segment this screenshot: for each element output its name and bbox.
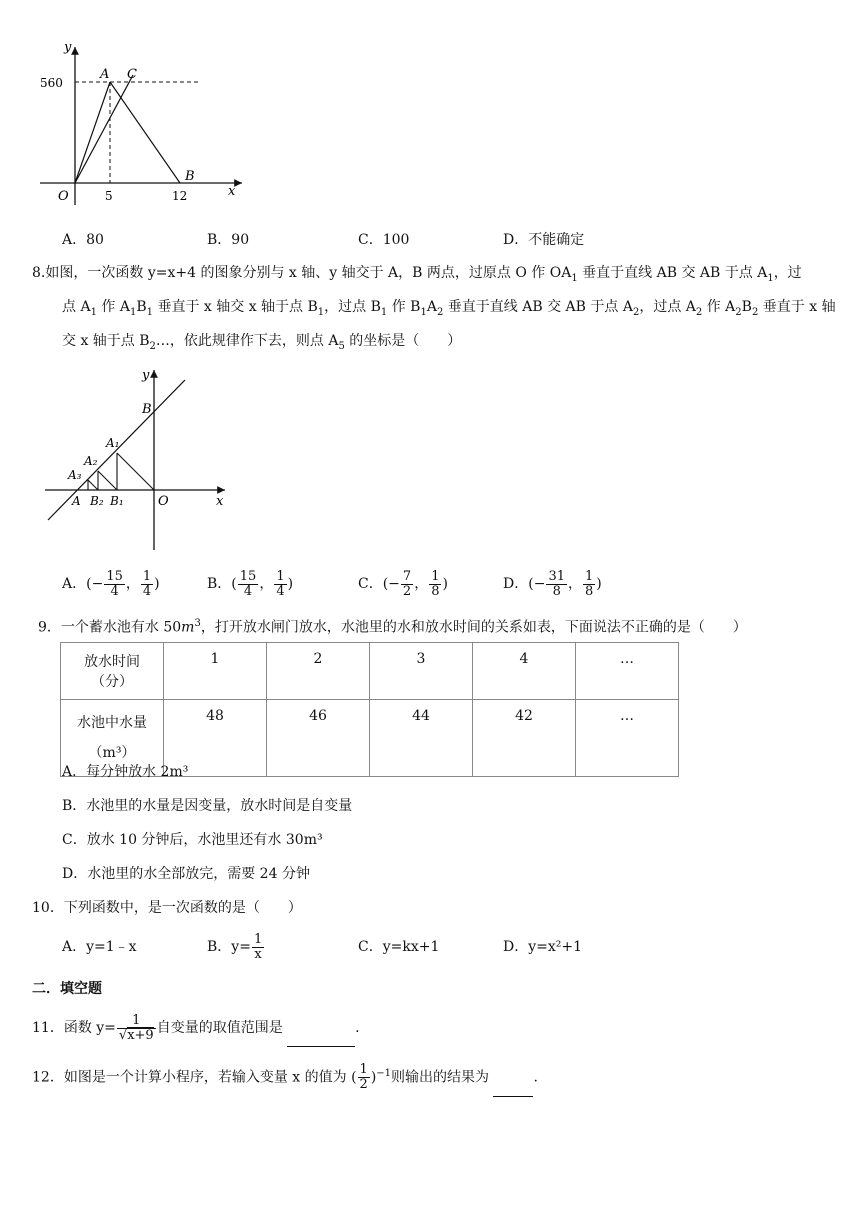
point-b-label: B xyxy=(185,169,195,184)
point-c-label: C xyxy=(127,67,137,82)
q9-option-d[interactable]: D．水池里的水全部放完，需要 24 分钟 xyxy=(62,866,310,882)
origin-label: O xyxy=(158,494,169,509)
q8-option-d[interactable]: D．(− $\frac{31}{8}$ ， $\frac{1}{8}$ ) xyxy=(503,568,602,599)
q10-option-c[interactable]: C．y=kx+1 xyxy=(358,939,440,955)
q9-data-table xyxy=(60,642,679,777)
q8-option-a[interactable]: A．(− $\frac{15}{4}$ ， $\frac{1}{4}$ ) xyxy=(62,568,160,599)
x-axis-label: x xyxy=(228,184,236,199)
table-cell: 46 xyxy=(267,700,370,777)
origin-label: O xyxy=(58,189,69,204)
q8-stem-line2: 点 $A_1$ 作 $A_1B_1$ 垂直于 x 轴交 x 轴于点 $B_1$，过点 $B_1$ 作 $B_1A_2$ 垂直于直线 AB 交 AB 于点 $A_2$，过点 $A_2$ 作 $A_2B_2$ 垂直于 x 轴 xyxy=(62,299,836,318)
q9-option-c[interactable]: C．放水 10 分钟后，水池里还有水 30m³ xyxy=(62,832,323,848)
q12-stem: 12．如图是一个计算小程序，若输入变量 x 的值为 ( $\frac{1}{2}$ )$^{-1}$则输出的结果为 . xyxy=(32,1056,538,1097)
table-header-time: 放水时间（分） xyxy=(61,643,164,700)
point-a1-label: A₁ xyxy=(106,436,120,450)
x-axis-label: x xyxy=(216,494,224,509)
table-cell: … xyxy=(576,643,679,700)
table-cell: 48 xyxy=(164,700,267,777)
point-a-label: A xyxy=(72,494,81,508)
q8-stem-line3: 交 x 轴于点 $B_2\dots$，依此规律作下去，则点 $A_5$ 的坐标是（ ） xyxy=(62,333,462,352)
q9-option-a[interactable]: A．每分钟放水 2m³ xyxy=(62,764,189,780)
line-oc xyxy=(75,75,133,183)
q7-graph-figure xyxy=(30,35,250,210)
q8-stem-line1: 8.如图，一次函数 y=x+4 的图象分别与 x 轴、y 轴交于 A，B 两点，过原点 O 作 $OA_1$ 垂直于直线 AB 交 AB 于点 $A_1$，过 xyxy=(32,265,802,284)
q7-option-c[interactable]: C．100 xyxy=(358,232,410,248)
table-cell: 2 xyxy=(267,643,370,700)
y-axis-label: y xyxy=(142,368,150,383)
point-b1-label: B₁ xyxy=(110,494,124,508)
point-a2-label: A₂ xyxy=(84,454,98,468)
q8-option-b[interactable]: B．( $\frac{15}{4}$ ， $\frac{1}{4}$ ) xyxy=(207,568,294,599)
table-cell: 4 xyxy=(473,643,576,700)
q8-option-c[interactable]: C．(− $\frac{7}{2}$ ， $\frac{1}{8}$ ) xyxy=(358,568,448,599)
table-cell: 44 xyxy=(370,700,473,777)
q10-option-b[interactable]: B．y= $\frac{1}{x}$ xyxy=(207,931,263,962)
seg-b1a2 xyxy=(98,471,117,490)
point-a-label: A xyxy=(100,67,110,82)
point-b2-label: B₂ xyxy=(90,494,104,508)
tick-560: 560 xyxy=(40,76,63,90)
q7-option-b[interactable]: B．90 xyxy=(207,232,250,248)
tick-12: 12 xyxy=(172,189,188,203)
q11-answer-blank[interactable] xyxy=(287,1010,355,1047)
q10-stem: 10．下列函数中，是一次函数的是（ ） xyxy=(32,900,302,916)
q9-option-b[interactable]: B．水池里的水量是因变量，放水时间是自变量 xyxy=(62,798,353,814)
table-cell: 1 xyxy=(164,643,267,700)
seg-oa1 xyxy=(117,453,154,490)
q7-option-a[interactable]: A．80 xyxy=(62,232,104,248)
y-axis-label: y xyxy=(64,40,72,55)
line-oa xyxy=(75,82,110,183)
q10-option-a[interactable]: A．y=1﹣x xyxy=(62,939,137,955)
table-header-volume: 水池中水量 （m³） xyxy=(61,700,164,777)
point-b-label: B xyxy=(142,402,152,417)
table-row xyxy=(61,643,679,700)
q9-stem: 9．一个蓄水池有水 $50m^3$，打开放水闸门放水，水池里的水和放水时间的关系如表，下面说法不正确的是（ ） xyxy=(38,618,747,636)
point-a3-label: A₃ xyxy=(68,468,82,482)
table-cell: 42 xyxy=(473,700,576,777)
q10-option-d[interactable]: D．y=x²+1 xyxy=(503,939,583,955)
section-title-fill-in: 二．填空题 xyxy=(32,981,102,997)
tick-5: 5 xyxy=(105,189,113,203)
q11-stem: 11．函数 y= $\frac{1}{√x+9}$ 自变量的取值范围是 . xyxy=(32,1010,360,1047)
q12-answer-blank[interactable] xyxy=(493,1060,533,1097)
table-cell: … xyxy=(576,700,679,777)
q8-graph-figure xyxy=(40,365,240,555)
seg-b2a3 xyxy=(88,480,98,490)
table-cell: 3 xyxy=(370,643,473,700)
q7-option-d[interactable]: D．不能确定 xyxy=(503,232,585,248)
